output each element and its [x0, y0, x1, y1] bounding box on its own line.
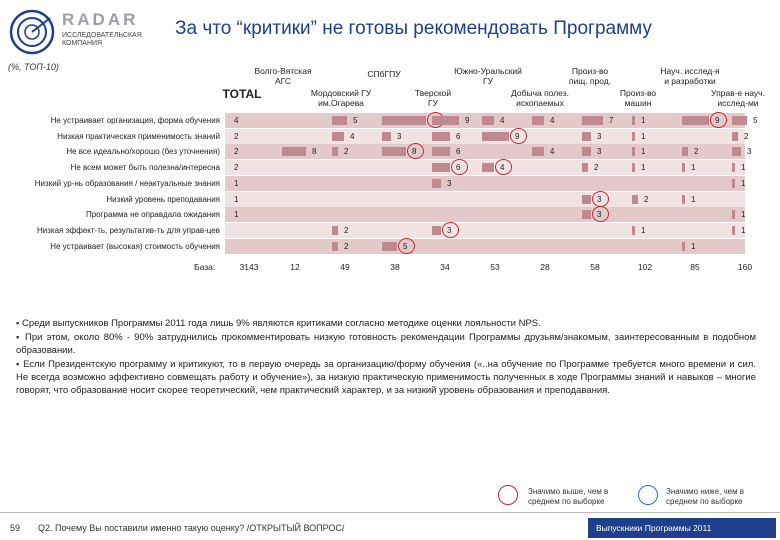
value-bar — [332, 132, 344, 141]
cell-value: 3 — [747, 147, 752, 157]
value-bar — [532, 147, 544, 156]
value-bar — [582, 147, 591, 156]
logo-subtitle: ИССЛЕДОВАТЕЛЬСКАЯ КОМПАНИЯ — [62, 32, 142, 47]
row-label: Не устраивает (высокая) стоимость обучения — [50, 241, 220, 251]
table-row — [225, 239, 745, 254]
column-header-c6: Добыча полез. ископаемых — [511, 88, 569, 108]
value-bar — [582, 210, 591, 219]
footer-divider — [0, 512, 780, 513]
value-bar — [382, 242, 397, 251]
cell-value: 2 — [344, 225, 349, 235]
value-bar — [282, 147, 306, 156]
column-header-c8: Произ-во машин — [619, 88, 657, 108]
cell-value: 5 — [753, 116, 758, 125]
logo-wordmark: RADAR — [62, 10, 139, 29]
cell-value: 2 — [594, 163, 599, 173]
cell-value: 1 — [691, 194, 696, 204]
cell-value: 1 — [234, 194, 239, 204]
cell-value: 4 — [550, 147, 555, 157]
cell-value: 2 — [694, 147, 699, 157]
legend-low-text: Значимо ниже, чем в среднем по выборке — [666, 487, 745, 506]
cell-value: 1 — [641, 225, 646, 235]
page-number: 59 — [10, 523, 21, 533]
significance-circle-icon — [710, 112, 727, 128]
cell-value: 2 — [344, 147, 349, 157]
audience-tag: Выпускники Программы 2011 — [588, 518, 776, 538]
cell-value: 9 — [715, 116, 720, 125]
cell-value: 9 — [465, 116, 470, 125]
radar-logo-icon — [8, 8, 56, 56]
value-bar — [732, 163, 735, 172]
base-value-c1: 12 — [290, 262, 300, 272]
slide-title: За что “критики” не готовы рекомендовать Программу — [175, 18, 652, 39]
column-header-c2: Мордовский ГУ им.Огарева — [310, 88, 372, 108]
value-bar — [332, 116, 347, 125]
table-row — [225, 223, 745, 238]
cell-value: 4 — [350, 131, 355, 141]
cell-value: 1 — [641, 116, 646, 125]
base-label: База: — [194, 262, 216, 272]
note-item: ▪ При этом, около 80% - 90% затруднились прокомментировать низкую готовность рекомендации Программы друзьям/знакомым, заинтересованным в подобном образовании. — [16, 331, 756, 357]
value-bar — [732, 116, 747, 125]
legend-high-text: Значимо выше, чем в среднем по выборке — [528, 487, 609, 506]
significance-circle-icon — [510, 128, 527, 144]
cell-value: 2 — [344, 241, 349, 251]
table-row — [225, 192, 745, 207]
cell-value: 1 — [741, 178, 746, 188]
base-value-c7: 58 — [590, 262, 600, 272]
value-bar — [432, 116, 459, 125]
column-header-c10: Управ-е науч. исслед-ми — [711, 88, 765, 108]
value-bar — [682, 242, 685, 251]
column-header-c1: Волго-Вятская АГС — [254, 66, 312, 86]
value-bar — [732, 210, 735, 219]
value-bar — [432, 163, 450, 172]
row-label: Программа не оправдала ожидания — [85, 210, 220, 220]
base-value-c8: 102 — [637, 262, 653, 272]
value-bar — [432, 132, 450, 141]
base-value-c9: 85 — [690, 262, 700, 272]
row-label: Низкая эффект-ть, результатив-ть для управ-цев — [37, 225, 220, 235]
row-label: Не всем может быть полезна/интересна — [70, 163, 220, 173]
value-bar — [682, 195, 685, 204]
value-bar — [682, 116, 709, 125]
value-bar — [432, 147, 450, 156]
value-bar — [632, 116, 635, 125]
table-row — [225, 176, 745, 191]
cell-value: 3 — [447, 225, 452, 235]
base-value-c10: 160 — [737, 262, 753, 272]
cell-value: 5 — [403, 241, 408, 251]
value-bar — [732, 147, 741, 156]
note-item: ▪ Среди выпускников Программы 2011 года лишь 9% являются критиками согласно методике оценки лояльности NPS. — [16, 317, 756, 330]
base-value-c5: 53 — [490, 262, 500, 272]
value-bar — [332, 226, 338, 235]
cell-value: 3 — [397, 131, 402, 141]
significance-circle-icon — [442, 222, 459, 238]
cell-value: 1 — [741, 210, 746, 220]
cell-value: 1 — [234, 178, 239, 188]
value-bar — [432, 226, 441, 235]
value-bar — [332, 242, 338, 251]
slide-subtitle: (%, ТОП-10) — [8, 62, 59, 72]
legend-high-circle-icon — [498, 485, 518, 505]
value-bar — [632, 195, 638, 204]
cell-value: 2 — [644, 194, 649, 204]
column-header-c7: Произ-во пищ. прод. — [568, 66, 612, 86]
cell-value: 7 — [609, 116, 614, 125]
cell-value: 1 — [641, 163, 646, 173]
row-label: Низкая практическая применимость знаний — [57, 131, 220, 141]
legend-low-circle-icon — [638, 485, 658, 505]
cell-value: 4 — [550, 116, 555, 125]
significance-circle-icon — [592, 191, 609, 207]
cell-value: 3 — [597, 147, 602, 157]
value-bar — [732, 179, 735, 188]
value-bar — [582, 116, 603, 125]
row-label: Не все идеально/хорошо (без уточнения) — [66, 147, 220, 157]
question-text: Q2. Почему Вы поставили именно такую оценку? /ОТКРЫТЫЙ ВОПРОС/ — [38, 523, 345, 533]
cell-value: 2 — [234, 163, 239, 173]
value-bar — [382, 147, 406, 156]
column-header-c5: Южно-Уральский ГУ — [454, 66, 522, 86]
value-bar — [482, 116, 494, 125]
value-bar — [482, 132, 509, 141]
value-bar — [582, 132, 591, 141]
value-bar — [632, 132, 635, 141]
base-value-c3: 38 — [390, 262, 400, 272]
cell-value: 1 — [741, 225, 746, 235]
significance-circle-icon — [398, 238, 415, 254]
base-value-c6: 28 — [540, 262, 550, 272]
cell-value: 4 — [500, 163, 505, 173]
value-bar — [682, 147, 688, 156]
cell-value: 6 — [456, 131, 461, 141]
value-bar — [682, 163, 685, 172]
table-row — [225, 207, 745, 222]
cell-value: 8 — [412, 147, 417, 157]
cell-value: 1 — [691, 241, 696, 251]
cell-value: 5 — [353, 116, 358, 125]
column-header-total: TOTAL — [222, 87, 262, 101]
value-bar — [532, 116, 544, 125]
cell-value: 1 — [741, 163, 746, 173]
cell-value: 9 — [515, 131, 520, 141]
cell-value: 1 — [641, 147, 646, 157]
cell-value: 8 — [312, 147, 317, 157]
cell-value: 1 — [641, 131, 646, 141]
cell-value: 3 — [597, 131, 602, 141]
value-bar — [382, 132, 391, 141]
company-logo — [8, 8, 142, 60]
note-item: ▪ Если Президентскую программу и критикуют, то в первую очередь за организацию/форму обучения («..на обучение по Программе требуется много времени и сил. Не всегда возможно эффективно совмещать работу и обучение»), за низкую практическую применимость полученных в ходе Программы знаний и навыков – многие говорят, что образование носит скорее теоретический, чем практический характер, и за низкий уровень образования и преподавания. — [16, 358, 756, 397]
significance-circle-icon — [451, 159, 468, 175]
base-value-c2: 49 — [340, 262, 350, 272]
base-value-total: 3143 — [239, 262, 259, 272]
cell-value: 2 — [744, 131, 749, 141]
value-bar — [432, 179, 441, 188]
cell-value: 2 — [234, 147, 239, 157]
cell-value: 3 — [597, 194, 602, 204]
value-bar — [582, 195, 591, 204]
value-bar — [732, 226, 735, 235]
cell-value: 2 — [234, 131, 239, 141]
column-header-c3: СПбГПУ — [367, 69, 401, 79]
value-bar — [382, 116, 426, 125]
notes-section — [16, 317, 756, 398]
value-bar — [482, 163, 494, 172]
value-bar — [582, 163, 588, 172]
value-bar — [632, 163, 635, 172]
significance-circle-icon — [495, 159, 512, 175]
base-value-c4: 34 — [440, 262, 450, 272]
row-label: Низкий уровень преподавания — [106, 194, 220, 204]
value-bar — [632, 226, 635, 235]
cell-value: 4 — [500, 116, 505, 125]
value-bar — [332, 147, 338, 156]
cell-value: 1 — [691, 163, 696, 173]
cell-value: 1 — [234, 210, 239, 220]
cell-value: 6 — [456, 147, 461, 157]
value-bar — [732, 132, 738, 141]
cell-value: 6 — [456, 163, 461, 173]
column-header-c4: Тверской ГУ — [414, 88, 452, 108]
cell-value: 3 — [597, 210, 602, 220]
row-label: Не устраивает организация, форма обучения — [50, 116, 220, 125]
value-bar — [632, 147, 635, 156]
row-label: Низкий ур-нь образования / неактуальные знания — [34, 178, 220, 188]
cell-value: 3 — [447, 178, 452, 188]
column-header-c9: Науч. исслед-я и разработки — [660, 66, 720, 86]
cell-value: 4 — [234, 116, 239, 125]
